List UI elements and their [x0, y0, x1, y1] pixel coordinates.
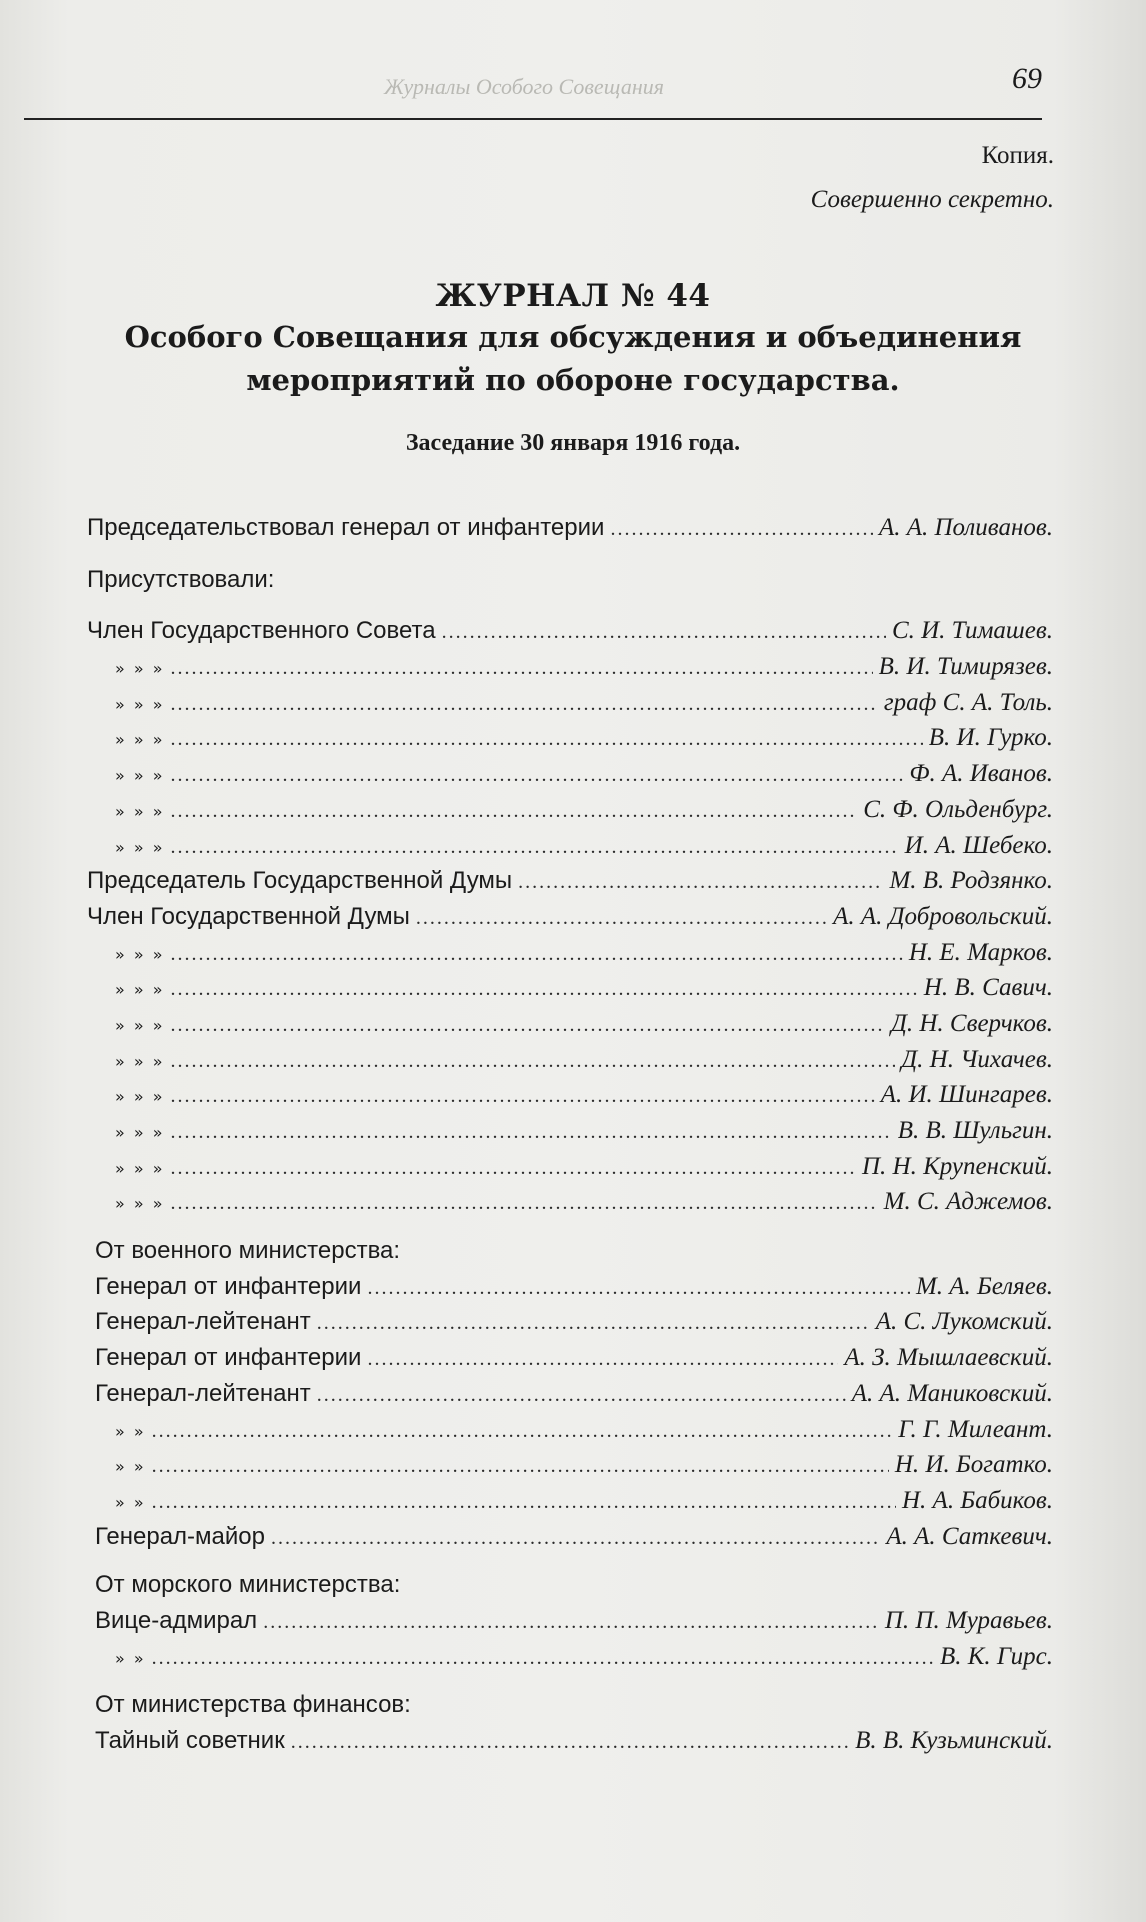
member-name: Д. Н. Чихачев. — [901, 1045, 1053, 1073]
leader-dots — [171, 1186, 878, 1222]
classification-stamp: Совершенно секретно. — [810, 186, 1054, 213]
leader-dots — [171, 758, 904, 794]
member-name: А. А. Саткевич. — [886, 1522, 1053, 1550]
leader-dots — [416, 901, 827, 937]
leader-dots — [171, 1151, 856, 1187]
navy-ministry-row — [87, 1639, 1053, 1675]
duma-row — [87, 1149, 1053, 1185]
ditto-mark: » » » — [115, 1051, 165, 1071]
member-name: А. И. Шингарев. — [880, 1081, 1053, 1109]
rank-label: Генерал-лейтенант — [95, 1379, 311, 1407]
duma-chair-row — [87, 863, 1053, 899]
chair-label: Председательствовал генерал от инфантерии — [87, 514, 605, 541]
duma-row — [87, 970, 1053, 1006]
member-name: А. С. Лукомский. — [875, 1308, 1053, 1336]
copy-stamp: Копия. — [981, 142, 1054, 169]
duma-label: Член Государственной Думы — [87, 902, 410, 930]
member-name: В. И. Гурко. — [928, 724, 1053, 752]
war-ministry-row — [87, 1269, 1053, 1305]
rank-label: Тайный советник — [95, 1727, 285, 1754]
leader-dots — [171, 830, 899, 866]
member-name: С. Ф. Ольденбург. — [863, 795, 1053, 823]
duma-row — [87, 1184, 1053, 1220]
leader-dots — [171, 1008, 885, 1044]
duma-chair-label: Председатель Государственной Думы — [87, 867, 513, 895]
member-name: В. В. Шульгин. — [897, 1117, 1053, 1144]
member-name: С. И. Тимашев. — [891, 617, 1053, 645]
member-name: Н. Е. Марков. — [908, 938, 1053, 966]
state-council-row — [87, 828, 1053, 864]
leader-dots — [171, 1044, 896, 1080]
ditto-mark: » » — [115, 1492, 146, 1512]
war-ministry-row — [87, 1412, 1053, 1448]
member-name: Ф. А. Иванов. — [909, 760, 1053, 788]
journal-title: ЖУРНАЛ № 44 — [435, 278, 711, 314]
rank-label: Генерал от инфантерии — [95, 1344, 362, 1372]
member-name: Н. В. Савич. — [923, 974, 1053, 1002]
member-name: П. Н. Крупенский. — [861, 1152, 1053, 1180]
ditto-mark: » » » — [115, 1015, 165, 1035]
ditto-mark: » » — [115, 1648, 146, 1668]
leader-dots — [291, 1725, 849, 1761]
member-name: В. И. Тимирязев. — [878, 653, 1053, 681]
member-name: М. А. Беляев. — [915, 1272, 1053, 1300]
leader-dots — [317, 1306, 870, 1342]
leader-dots — [171, 937, 903, 973]
duma-row — [87, 899, 1053, 935]
leader-dots — [152, 1485, 896, 1521]
ditto-mark: » » » — [115, 837, 165, 857]
attendance-list — [87, 510, 1053, 1759]
finance-ministry-row — [87, 1723, 1053, 1759]
war-ministry-row — [87, 1483, 1053, 1519]
ditto-mark: » » » — [115, 694, 165, 714]
navy-ministry-row — [87, 1603, 1053, 1639]
war-ministry-heading: От военного министерства: — [95, 1237, 401, 1265]
state-council-row — [87, 792, 1053, 828]
leader-dots — [171, 1115, 892, 1151]
duma-row — [87, 1113, 1053, 1149]
member-name: граф С. А. Толь. — [883, 688, 1053, 716]
leader-dots — [263, 1605, 879, 1641]
session-date: Заседание 30 января 1916 года. — [405, 430, 741, 456]
member-name: П. П. Муравьев. — [884, 1606, 1053, 1634]
state-council-label: Член Государственного Совета — [87, 617, 436, 645]
war-ministry-row — [87, 1519, 1053, 1555]
duma-chair-name: М. В. Родзянко. — [889, 867, 1053, 895]
member-name: И. А. Шебеко. — [904, 831, 1053, 859]
journal-subtitle-line-1: Особого Совещания для обсуждения и объединения — [124, 320, 1022, 354]
ditto-mark: » » » — [115, 980, 165, 1000]
state-council-row — [87, 720, 1053, 756]
rank-label: Генерал от инфантерии — [95, 1272, 362, 1300]
member-name: Г. Г. Милеант. — [898, 1415, 1053, 1443]
leader-dots — [317, 1378, 846, 1414]
finance-ministry-heading: От министерства финансов: — [95, 1691, 411, 1719]
navy-ministry-heading: От морского министерства: — [95, 1571, 401, 1599]
member-name: Д. Н. Сверчков. — [890, 1009, 1053, 1037]
war-ministry-row — [87, 1376, 1053, 1412]
member-name: Н. И. Богатко. — [894, 1451, 1053, 1479]
member-name: А. А. Маниковский. — [851, 1379, 1053, 1407]
member-name: В. К. Гирс. — [940, 1642, 1053, 1670]
rank-label: Генерал-майор — [95, 1522, 265, 1550]
present-heading: Присутствовали: — [87, 565, 275, 593]
war-ministry-row — [87, 1340, 1053, 1376]
leader-dots — [152, 1414, 893, 1450]
leader-dots — [152, 1641, 934, 1677]
ditto-mark: » » » — [115, 1087, 165, 1107]
state-council-row — [87, 613, 1053, 649]
rank-label: Генерал-лейтенант — [95, 1308, 311, 1336]
ditto-mark: » » » — [115, 944, 165, 964]
leader-dots — [171, 972, 918, 1008]
chair-row — [87, 510, 1053, 546]
duma-row — [87, 935, 1053, 971]
ditto-mark: » » » — [115, 659, 165, 679]
ditto-mark: » » » — [115, 1194, 165, 1214]
war-ministry-row — [87, 1304, 1053, 1340]
member-name: Н. А. Бабиков. — [902, 1486, 1053, 1514]
page-header — [24, 56, 1042, 120]
duma-row — [87, 1042, 1053, 1078]
ditto-mark: » » — [115, 1457, 146, 1477]
header-rule — [24, 118, 1042, 120]
running-title: Журналы Особого Совещания — [384, 74, 664, 99]
state-council-row — [87, 649, 1053, 685]
member-name: А. А. Добровольский. — [833, 902, 1053, 930]
ditto-mark: » » » — [115, 1123, 165, 1142]
leader-dots — [367, 1271, 910, 1307]
ditto-mark: » » » — [115, 1158, 165, 1178]
leader-dots — [367, 1342, 838, 1378]
page-number: 69 — [1012, 62, 1042, 95]
state-council-row — [87, 756, 1053, 792]
leader-dots — [171, 722, 923, 758]
leader-dots — [171, 651, 873, 687]
leader-dots — [171, 794, 858, 830]
member-name: М. С. Аджемов. — [883, 1188, 1053, 1216]
leader-dots — [518, 865, 883, 901]
duma-row — [87, 1006, 1053, 1042]
duma-row — [87, 1077, 1053, 1113]
leader-dots — [171, 687, 878, 723]
ditto-mark: » » — [115, 1421, 146, 1441]
war-ministry-row — [87, 1447, 1053, 1483]
member-name: А. З. Мышлаевский. — [844, 1344, 1053, 1372]
leader-dots — [152, 1449, 889, 1485]
leader-dots — [171, 1079, 875, 1115]
rank-label: Вице-адмирал — [95, 1606, 258, 1634]
ditto-mark: » » » — [115, 766, 165, 786]
journal-subtitle-line-2: мероприятий по обороне государства. — [246, 363, 900, 397]
member-name: В. В. Кузьминский. — [855, 1727, 1053, 1754]
leader-dots — [610, 512, 873, 548]
leader-dots — [271, 1521, 880, 1557]
leader-dots — [442, 615, 886, 651]
ditto-mark: » » » — [115, 730, 165, 750]
ditto-mark: » » » — [115, 801, 165, 821]
state-council-row — [87, 685, 1053, 721]
chair-name: А. А. Поливанов. — [878, 514, 1053, 541]
